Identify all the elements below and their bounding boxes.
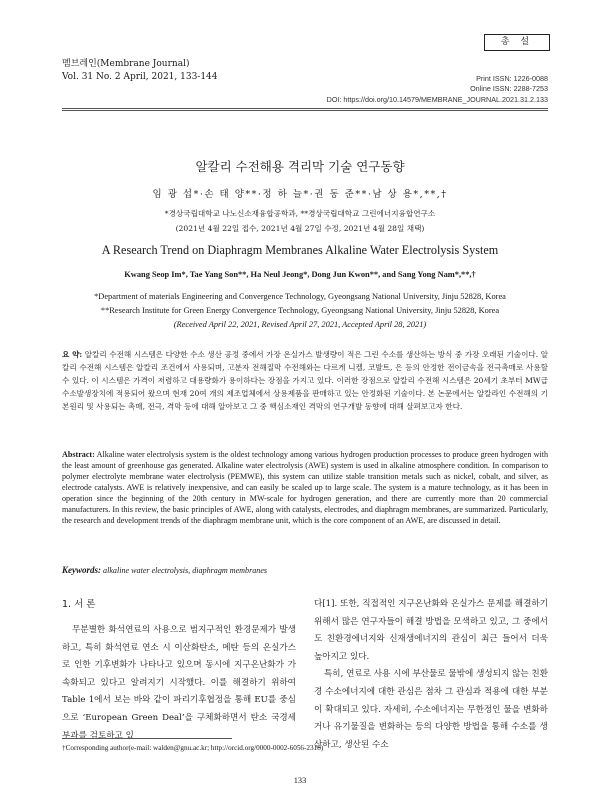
english-title: A Research Trend on Diaphragm Membranes Alkaline Water Electrolysis System [101,243,499,257]
body-right-column [314,596,548,754]
journal-issue: Vol. 31 No. 2 April, 2021, 133-144 [62,72,218,82]
english-abstract-label: Abstract: [62,450,95,459]
korean-abstract-label: 요 약: [62,350,83,359]
body-paragraph: 무분별한 화석연료의 사용으로 범지구적인 환경문제가 발생하고, 특히 화석연료 연소 시 이산화탄소, 메탄 등의 온실가스로 인한 기후변화가 나타나고 있으며 동시에 지구온난화가 가속화되고 있다고 알려지기 시작했다. 이를 해결하기 위하여 Table 1에서 보는 바와 같이 파리기후협정을 통해 EU를 중심으로 ‘European Green Deal’을 구체화하면서 탄소 국경세 부과를 검토하고 있 [62,625,296,741]
section-heading: 1. 서 론 [62,599,96,610]
print-issn: Print ISSN: 1226-0088 [476,74,548,83]
header-rule [62,108,548,109]
korean-abstract [62,348,548,413]
korean-abstract-text: 알칼리 수전해 시스템은 다양한 수소 생산 공정 중에서 가장 온실가스 발생량이 적은 그린 수소를 생산하는 방식 중 가장 오래된 기술이다. 알칼리 수전해 시스템은 알칼리 조건에서 사용되며, 고분자 전해질막 수전해와는 다르게 니켈, 코발트, 은 등의 안정한 전이금속을 전극촉매로 사용할 수 있다. 이 시스템은 가격이 저렴하고 대용량화가 용이하다는 장점을 가지고 있다. 이러한 장점으로 알칼리 수전해 시스템은 20세기 초부터 MW급 수소발생장치에 적용되어 왔으며 현재 20여 개의 제조업체에서 상용제품을 판매하고 있는 안정화된 기술이다. 본 논문에서는 알칼라인 수전해의 기본원리 및 사용되는 촉매, 전극, 격막 등에 대해 알아보고 그 중 핵심소재인 격막의 연구개발 동향에 대해 살펴보고자 한다. [62,350,548,411]
english-dates: (Received April 22, 2021, Revised April 27, 2021, Accepted April 28, 2021) [173,320,427,329]
english-authors: Kwang Seop Im*, Tae Yang Son**, Ha Neul Jeong*, Dong Jun Kwon**, and Sang Yong Nam*,**,† [124,270,476,279]
doi-link[interactable]: DOI: https://doi.org/10.14579/MEMBRANE_JOURNAL.2021.31.2.133 [326,95,548,104]
journal-name: 멤브레인(Membrane Journal) [62,59,190,69]
english-affiliation-1: *Department of materials Engineering and Convergence Technology, Gyeongsang National University, Jinju 52828, Korea [94,292,506,301]
body-left-column [62,622,296,745]
korean-dates: (2021년 4월 22일 접수, 2021년 4월 27일 수정, 2021년 4월 28일 채택) [175,224,425,233]
english-abstract [62,449,548,526]
english-affiliation-2: **Research Institute for Green Energy Convergence Technology, Gyeongsang National University, Jinju 52828, Korea [100,306,500,315]
keywords [62,565,548,575]
header-rule-secondary [62,110,548,111]
english-abstract-text: Alkaline water electrolysis system is the oldest technology among various hydrogen production processes to produce green hydrogen with the least amount of greenhouse gas generated. Alkaline water electrolysis (AWE) system is used in alkaline atmosphere condition. In comparison to polymer electrolyte membrane water electrolysis (PEMWE), this system can utilize stable transition metals such as nickel, cobalt, and silver, as electrode catalysts. AWE is relatively inexpensive, and can easily be scaled up to large scale. The system is a mature technology, as it has been in operation since the beginning of the 20th century in MW-scale for hydrogen generation, and there are currently more than 20 commercial manufacturers. In this review, the basic principles of AWE, along with catalysts, electrodes, and diaphragm membranes, are summarized. Particularly, the research and development trends of the diaphragm membrane unit, which is the core component of an AWE, are discussed in detail. [62,450,548,525]
korean-title: 알칼리 수전해용 격리막 기술 연구동향 [195,159,405,174]
korean-affiliation: *경상국립대학교 나노신소재융합공학과, **경상국립대학교 그린에너지융합연구소 [164,209,436,218]
category-badge: 총 설 [484,34,550,51]
body-paragraph: 특히, 연료로 사용 시에 부산물로 물밖에 생성되지 않는 친환경 수소에너지에 대한 관심은 점차 그 관심과 적용에 대한 부분이 확대되고 있다. 자세히, 수소에너지는 무한정인 물을 변화하거나 유기물질을 변화하는 등의 다양한 방법을 통해 수소를 생산하고, 생산된 수소 [314,669,548,750]
page-number: 133 [293,776,307,785]
korean-authors: 임 광 섭*·손 태 양**·정 하 늘*·권 동 준**·남 상 용*,**,† [152,189,448,200]
keywords-text: alkaline water electrolysis, diaphragm membranes [103,566,268,575]
footnote-rule [62,738,232,739]
online-issn: Online ISSN: 2288-7253 [470,84,548,93]
keywords-label: Keywords: [62,565,101,575]
body-paragraph: 다[1]. 또한, 직접적인 지구온난화와 온실가스 문제를 해결하기 위해서 많은 연구자들이 해결 방법을 모색하고 있고, 그 중에서도 친환경에너지와 신재생에너지의 관심이 최근 들어서 더욱 높아지고 있다. [314,599,548,662]
footnote: †Corresponding author(e-mail: walden@gnu.ac.kr; http://orcid.org/0000-0002-6056-2318) [62,744,324,752]
